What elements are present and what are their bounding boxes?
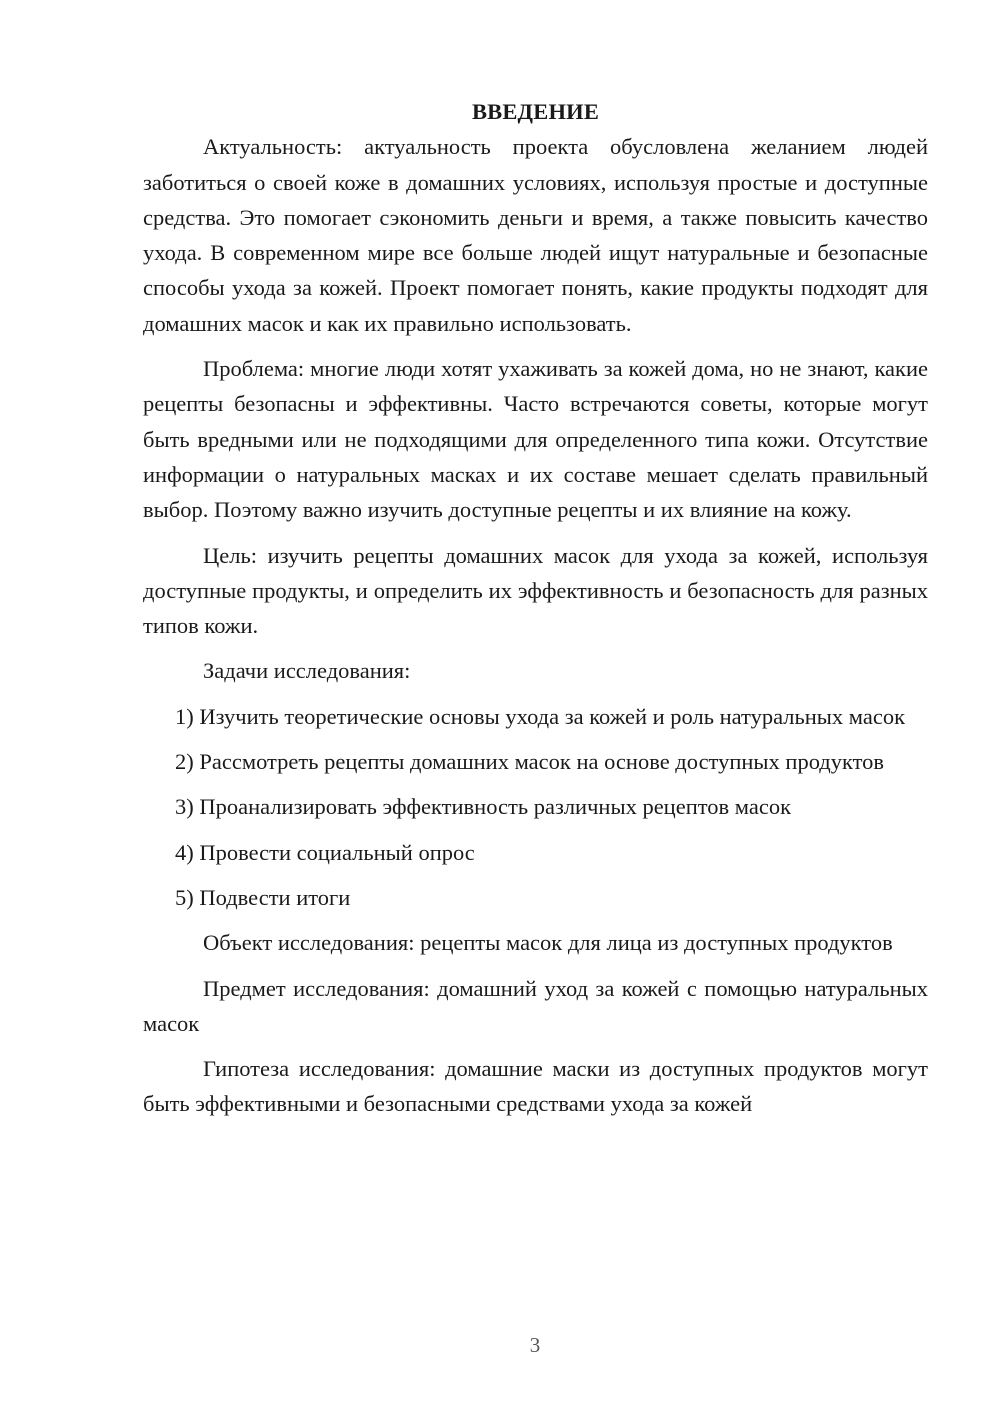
task-item-4: 4) Провести социальный опрос bbox=[175, 839, 475, 865]
relevance-paragraph: Актуальность: актуальность проекта обусловлена желанием людей заботиться о своей коже в домашних условиях, используя простые и доступные средства. Это помогает сэкономить деньги и время, а также повысить качество ухода. В современном мире все больше людей ищут натуральные и безопасные способы ухода за кожей. Проект помогает понять, какие продукты подходят для домашних масок и как их правильно использовать. bbox=[143, 134, 928, 336]
page-content bbox=[143, 94, 928, 1122]
task-item-2: 2) Рассмотреть рецепты домашних масок на основе доступных продуктов bbox=[175, 749, 885, 775]
section-title: ВВЕДЕНИЕ bbox=[471, 99, 600, 124]
task-item-5: 5) Подвести итоги bbox=[175, 884, 351, 910]
page-number: 3 bbox=[529, 1333, 541, 1357]
object-paragraph: Объект исследования: рецепты масок для лица из доступных продуктов bbox=[203, 930, 893, 956]
hypothesis-paragraph: Гипотеза исследования: домашние маски из доступных продуктов могут быть эффективными и безопасными средствами ухода за кожей bbox=[143, 1056, 928, 1117]
goal-paragraph: Цель: изучить рецепты домашних масок для ухода за кожей, используя доступные продукты, и определить их эффективность и безопасность для разных типов кожи. bbox=[143, 542, 928, 639]
subject-paragraph: Предмет исследования: домашний уход за кожей с помощью натуральных масок bbox=[143, 975, 928, 1036]
problem-paragraph: Проблема: многие люди хотят ухаживать за кожей дома, но не знают, какие рецепты безопасны и эффективны. Часто встречаются советы, которые могут быть вредными или не подходящими для определенного типа кожи. Отсутствие информации о натуральных масках и их составе мешает сделать правильный выбор. Поэтому важно изучить доступные рецепты и их влияние на кожу. bbox=[143, 356, 928, 523]
tasks-heading: Задачи исследования: bbox=[203, 658, 411, 684]
task-item-3: 3) Проанализировать эффективность различных рецептов масок bbox=[175, 794, 792, 820]
task-item-1: 1) Изучить теоретические основы ухода за кожей и роль натуральных масок bbox=[175, 703, 906, 729]
